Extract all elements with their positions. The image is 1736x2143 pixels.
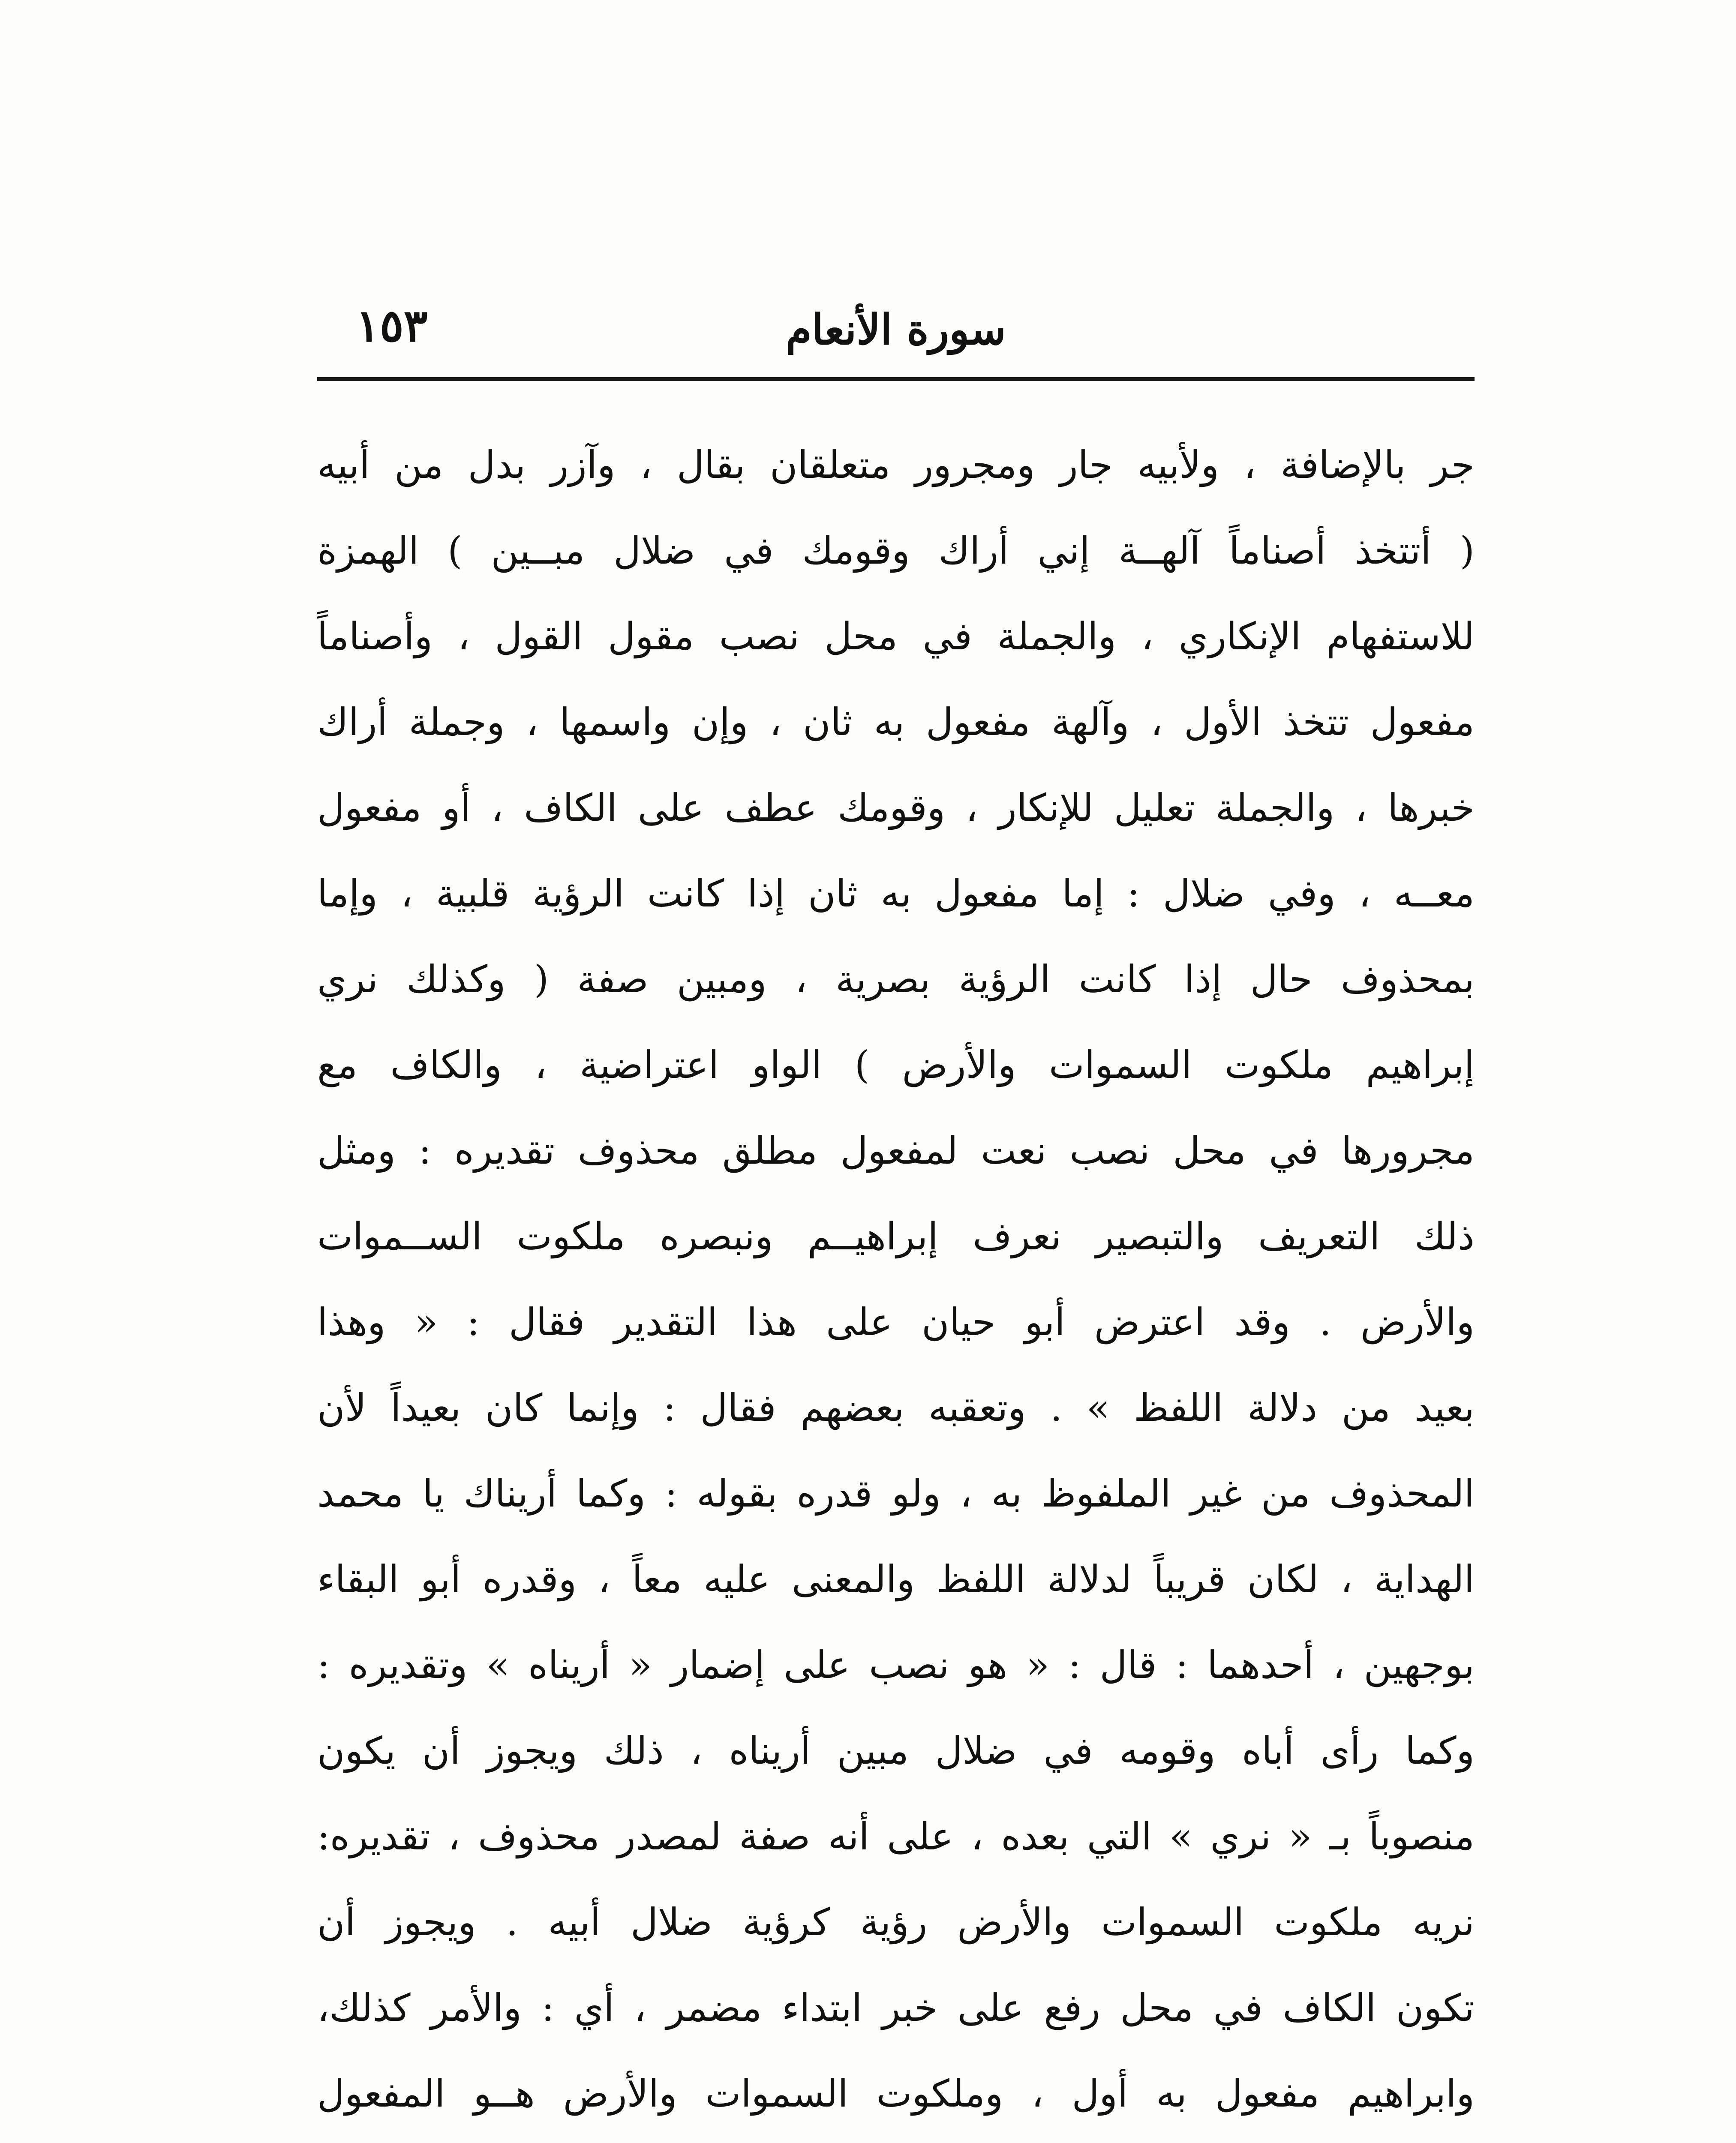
text-line: للاستفهام الإنكاري ، والجملة في محل نصب مقول القول ، وأصناماً — [317, 614, 1475, 658]
text-line: ذلك التعريف والتبصير نعرف إبراهيــم ونبصره ملكوت الســموات — [317, 1214, 1475, 1258]
text-line: جر بالإضافة ، ولأبيه جار ومجرور متعلقان بقال ، وآزر بدل من أبيه — [317, 443, 1475, 487]
text-line: الهداية ، لكان قريباً لدلالة اللفظ والمعنى عليه معاً ، وقدره أبو البقاء — [317, 1557, 1475, 1601]
page-header — [317, 291, 1475, 369]
text-line: بوجهين ، أحدهما : قال : « هو نصب على إضمار « أريناه » وتقديره : — [317, 1643, 1475, 1687]
header-rule — [317, 377, 1475, 381]
text-line: مفعول تتخذ الأول ، وآلهة مفعول به ثان ، وإن واسمها ، وجملة أراك — [317, 700, 1475, 744]
text-line: نريه ملكوت السموات والأرض رؤية كرؤية ضلال أبيه . ويجوز أن — [317, 1900, 1475, 1944]
body-text — [317, 422, 1475, 2143]
text-line — [317, 2137, 1475, 2143]
page-number: ١٥٣ — [356, 299, 428, 352]
text-line: المحذوف من غير الملفوظ به ، ولو قدره بقوله : وكما أريناك يا محمد — [317, 1471, 1475, 1516]
text-line: ( أتتخذ أصناماً آلهــة إني أراك وقومك في ضلال مبــين ) الهمزة — [317, 528, 1475, 573]
text-line: خبرها ، والجملة تعليل للإنكار ، وقومك عطف على الكاف ، أو مفعول — [317, 786, 1475, 830]
text-line: معــه ، وفي ضلال : إما مفعول به ثان إذا كانت الرؤية قلبية ، وإما — [317, 871, 1475, 915]
text-line: تكون الكاف في محل رفع على خبر ابتداء مضمر ، أي : والأمر كذلك، — [317, 1986, 1475, 2030]
text-line: بعيد من دلالة اللفظ » . وتعقبه بعضهم فقال : وإنما كان بعيداً لأن — [317, 1386, 1475, 1430]
text-line: مجرورها في محل نصب نعت لمفعول مطلق محذوف تقديره : ومثل — [317, 1129, 1475, 1173]
surah-title: سورة الأنعام — [786, 305, 1006, 354]
text-line: وابراهيم مفعول به أول ، وملكوت السموات والأرض هــو المفعول — [317, 2071, 1475, 2116]
text-line: بمحذوف حال إذا كانت الرؤية بصرية ، ومبين صفة ( وكذلك نري — [317, 957, 1475, 1001]
text-line: وكما رأى أباه وقومه في ضلال مبين أريناه ، ذلك ويجوز أن يكون — [317, 1729, 1475, 1773]
text-line: والأرض . وقد اعترض أبو حيان على هذا التقدير فقال : « وهذا — [317, 1300, 1475, 1344]
text-line: منصوباً بـ « نري » التي بعده ، على أنه صفة لمصدر محذوف ، تقديره: — [317, 1814, 1475, 1858]
text-line: إبراهيم ملكوت السموات والأرض ) الواو اعتراضية ، والكاف مع — [317, 1043, 1475, 1087]
